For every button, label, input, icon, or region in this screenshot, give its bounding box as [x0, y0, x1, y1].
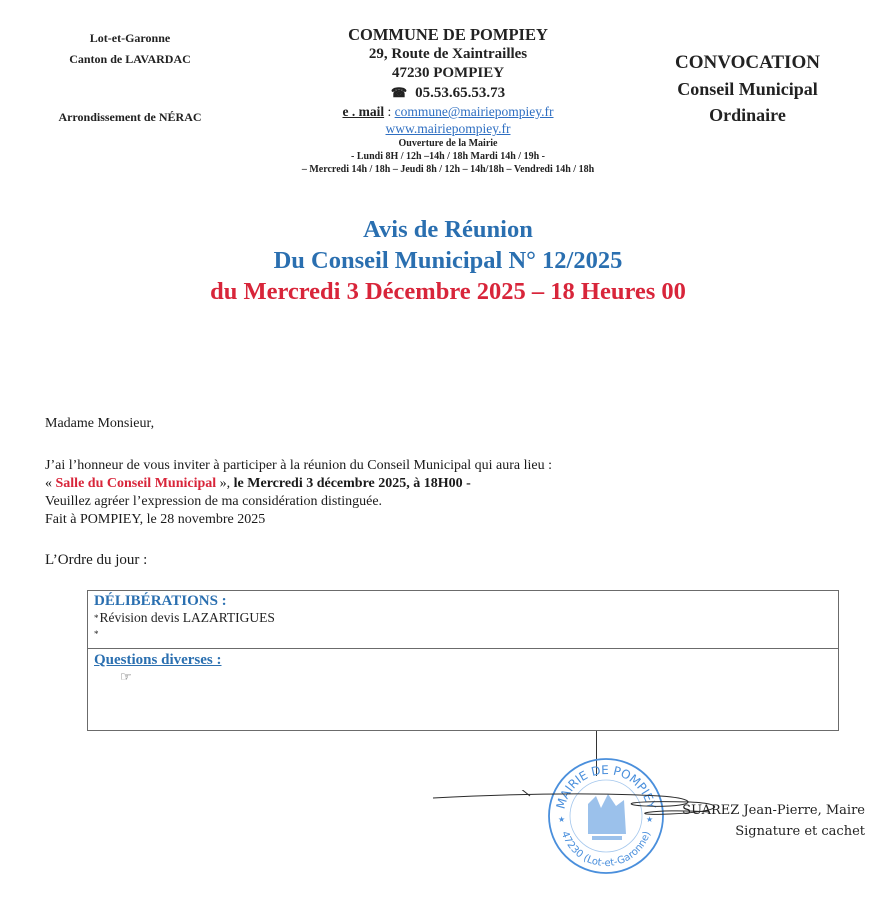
email-separator: :	[384, 104, 395, 119]
arrondissement: Arrondissement de NÉRAC	[58, 110, 202, 124]
signature-tick	[520, 790, 530, 796]
address: 29, Route de Xaintrailles	[368, 46, 528, 62]
stamp-star-left: ★	[558, 815, 566, 824]
header-left	[30, 28, 230, 128]
telephone-icon: ☎	[390, 85, 408, 100]
agenda-table	[87, 590, 839, 731]
meeting-datetime: le Mercredi 3 décembre 2025, à 18H00 -	[233, 476, 471, 491]
session-type: Ordinaire	[709, 105, 786, 125]
pointing-hand-icon: ☞	[120, 669, 132, 684]
quote-close: »,	[216, 476, 234, 491]
letter-paragraph	[45, 457, 552, 529]
convocation-title: CONVOCATION	[675, 52, 820, 73]
deliberations-title: DÉLIBÉRATIONS :	[94, 593, 227, 609]
opening-hours-1: - Lundi 8H / 12h –14h / 18h Mardi 14h / 19h -	[351, 151, 545, 162]
venue-name: Salle du Conseil Municipal	[55, 476, 217, 491]
title-line-1: Avis de Réunion	[363, 216, 533, 243]
council-label: Conseil Municipal	[677, 79, 818, 99]
closing-text: Veuillez agréer l’expression de ma considération distinguée.	[45, 494, 383, 509]
bullet-star: *	[94, 629, 99, 639]
canton: Canton de LAVARDAC	[69, 52, 191, 66]
phone-line	[238, 83, 658, 103]
questions-section	[88, 649, 838, 685]
bullet-star: *	[94, 613, 99, 623]
postal-city: 47230 POMPIEY	[391, 65, 505, 81]
opening-title: Ouverture de la Mairie	[398, 138, 498, 149]
header-right	[640, 50, 855, 128]
phone-number: 05.53.65.53.73	[415, 85, 506, 101]
place-date: Fait à POMPIEY, le 28 novembre 2025	[45, 512, 266, 527]
title-line-2: Du Conseil Municipal N° 12/2025	[273, 247, 623, 274]
deliberations-section	[88, 591, 838, 649]
signatory	[640, 800, 865, 842]
email-line	[238, 103, 658, 120]
opening-hours-2: – Mercredi 14h / 18h – Jeudi 8h / 12h – 14h/18h – Vendredi 14h / 18h	[301, 164, 595, 175]
stamp-star-right: ★	[646, 815, 654, 824]
questions-title: Questions diverses :	[94, 652, 222, 668]
signature-caption: Signature et cachet	[735, 824, 865, 839]
website-link[interactable]: www.mairiepompiey.fr	[385, 121, 511, 136]
commune-name: COMMUNE DE POMPIEY	[348, 25, 548, 44]
department: Lot-et-Garonne	[89, 31, 171, 45]
agenda-item	[94, 610, 838, 626]
agenda-label: L’Ordre du jour :	[45, 552, 148, 568]
meeting-title	[60, 214, 836, 307]
email-label: e . mail	[342, 104, 385, 119]
stamp-top-text: MAIRIE DE POMPIEY	[553, 762, 659, 811]
email-link[interactable]: commune@mairiepompiey.fr	[394, 104, 554, 119]
agenda-item	[94, 626, 838, 642]
title-line-3: du Mercredi 3 Décembre 2025 – 18 Heures 00	[210, 278, 686, 305]
signatory-name: SUAREZ Jean-Pierre, Maire	[682, 803, 865, 818]
header-center	[238, 25, 658, 176]
quote-open: «	[45, 476, 56, 491]
salutation: Madame Monsieur,	[45, 416, 155, 431]
venue-line	[45, 475, 552, 493]
agenda-item-text: Révision devis LAZARTIGUES	[99, 610, 275, 625]
stamp-bottom-text: 47230 (Lot-et-Garonne)	[558, 829, 654, 870]
website-line	[238, 120, 658, 137]
intro-text: J’ai l’honneur de vous inviter à participer à la réunion du Conseil Municipal qui aura lieu :	[45, 458, 552, 473]
